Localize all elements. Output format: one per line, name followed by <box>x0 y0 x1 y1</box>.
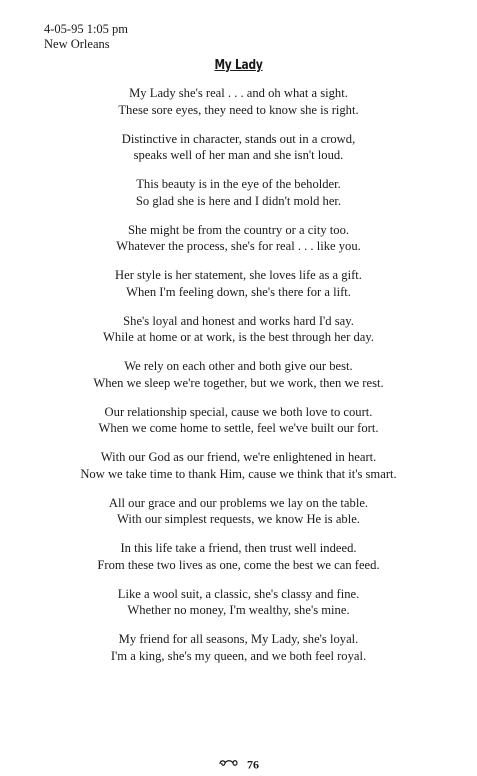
poem-line: My friend for all seasons, My Lady, she's loyal. <box>118 632 359 646</box>
date-time: 4-05-95 1:05 pm <box>44 22 129 36</box>
poem-line: All our grace and our problems we lay on the table. <box>108 495 369 510</box>
stanza <box>0 540 477 573</box>
stanza <box>0 131 477 164</box>
poem-line: Now we take time to thank Him, cause we think that it's smart. <box>80 466 397 481</box>
poem-line: speaks well of her man and she isn't loud. <box>133 148 344 162</box>
poem-line: When we sleep we're together, but we work, then we rest. <box>93 375 384 390</box>
poem-line: While at home or at work, is the best through her day. <box>103 330 374 344</box>
stanza <box>0 358 477 391</box>
stanza <box>0 222 477 255</box>
stanza <box>0 586 477 619</box>
poem-line: In this life take a friend, then trust well indeed. <box>120 541 357 555</box>
poem-line: When we come home to settle, feel we've built our fort. <box>98 421 379 435</box>
poem-line: When I'm feeling down, she's there for a lift. <box>126 284 351 299</box>
poem-line: Our relationship special, cause we both love to court. <box>104 404 373 419</box>
poem-line: My Lady she's real . . . and oh what a sight. <box>129 86 348 100</box>
location: New Orleans <box>44 37 110 51</box>
scroll-ornament-icon <box>218 757 240 771</box>
stanza <box>0 404 477 437</box>
poem-title: My Lady <box>214 58 263 73</box>
stanza <box>0 631 477 664</box>
stanza <box>0 495 477 528</box>
poem-header <box>44 22 128 52</box>
poem-line: This beauty is in the eye of the beholder. <box>136 177 341 191</box>
poem-line: From these two lives as one, come the best we can feed. <box>97 557 380 572</box>
stanza <box>0 176 477 209</box>
page-footer <box>0 756 477 771</box>
stanza <box>0 85 477 118</box>
poem-line: She might be from the country or a city too. <box>127 222 350 237</box>
stanza <box>0 267 477 300</box>
poem-line: Distinctive in character, stands out in a crowd, <box>121 131 356 146</box>
stanza <box>0 313 477 346</box>
stanza <box>0 449 477 482</box>
poem-line: Whatever the process, she's for real . . . like you. <box>116 239 361 253</box>
poem-line: With our God as our friend, we're enlightened in heart. <box>100 450 377 464</box>
poem-line: With our simplest requests, we know He is able. <box>117 512 360 526</box>
page-number: 76 <box>247 757 259 772</box>
poem-body <box>0 85 477 677</box>
poem-line: She's loyal and honest and works hard I'd say. <box>123 313 354 328</box>
poem-line: I'm a king, she's my queen, and we both feel royal. <box>110 648 367 663</box>
poem-line: These sore eyes, they need to know she is right. <box>118 102 359 117</box>
poem-line: Whether no money, I'm wealthy, she's mine. <box>127 603 350 617</box>
poem-line: Like a wool suit, a classic, she's classy and fine. <box>117 586 360 601</box>
poem-line: So glad she is here and I didn't mold her. <box>135 193 342 208</box>
poem-line: Her style is her statement, she loves life as a gift. <box>115 268 362 282</box>
poem-line: We rely on each other and both give our best. <box>124 359 353 373</box>
